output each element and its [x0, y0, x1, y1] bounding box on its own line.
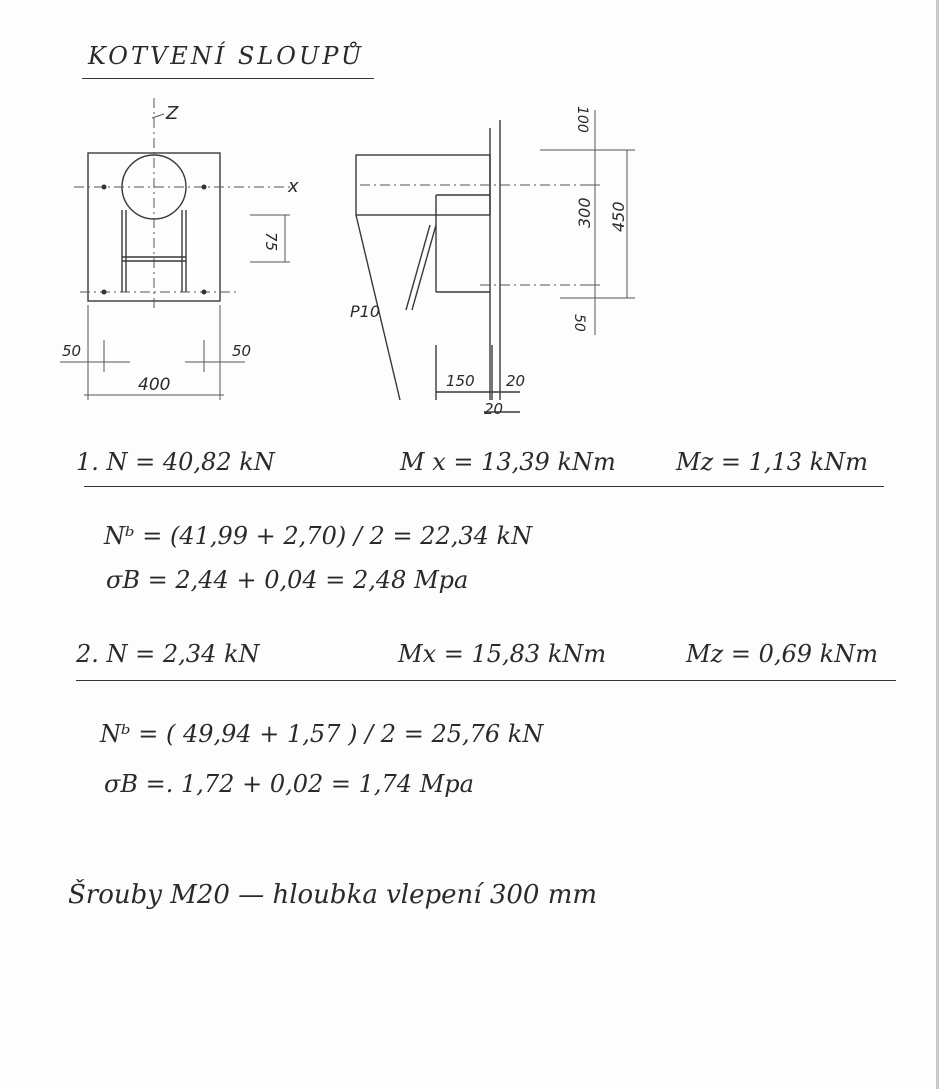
- dim-450-label: 450: [609, 201, 628, 232]
- dim-75-label: 75: [262, 232, 280, 252]
- axis-z-label: Z: [166, 103, 179, 124]
- dim-p10-label: P10: [350, 302, 381, 321]
- dim-100-label: 100: [574, 106, 590, 133]
- dim-20-b-label: 20: [484, 400, 504, 418]
- page-title: KOTVENÍ SLOUPŮ: [88, 42, 365, 70]
- case2-moment-z: Mz = 0,69 kNm: [686, 640, 878, 668]
- bolts-note: Šrouby M20 — hloubka vlepení 300 mm: [68, 880, 598, 910]
- dim-50-bottom-label: 50: [571, 314, 587, 332]
- case2-moment-x: Mx = 15,83 kNm: [398, 640, 607, 668]
- anchorage-drawing: [0, 0, 939, 430]
- axis-x-label: x: [288, 176, 299, 197]
- case2-underline: [76, 680, 896, 681]
- column-section: [356, 110, 635, 412]
- dim-150-label: 150: [446, 372, 475, 390]
- case2-concrete-stress: σB =. 1,72 + 0,02 = 1,74 Mpa: [104, 770, 474, 798]
- case2-normal-force: 2. N = 2,34 kN: [76, 640, 260, 668]
- dim-300-label: 300: [575, 197, 594, 228]
- dim-20-a-label: 20: [506, 372, 526, 390]
- case1-moment-z: Mz = 1,13 kNm: [676, 448, 868, 476]
- dim-50-right-label: 50: [232, 342, 252, 360]
- case1-bolt-force: Nᵇ = (41,99 + 2,70) / 2 = 22,34 kN: [104, 522, 533, 550]
- case1-underline: [84, 486, 884, 487]
- case2-bolt-force: Nᵇ = ( 49,94 + 1,57 ) / 2 = 25,76 kN: [100, 720, 544, 748]
- dim-50-left-label: 50: [62, 342, 82, 360]
- dim-400-label: 400: [138, 375, 171, 395]
- base-plate-plan: [60, 98, 290, 400]
- case1-moment-x: M x = 13,39 kNm: [400, 448, 616, 476]
- case1-concrete-stress: σB = 2,44 + 0,04 = 2,48 Mpa: [106, 566, 469, 594]
- case1-normal-force: 1. N = 40,82 kN: [76, 448, 275, 476]
